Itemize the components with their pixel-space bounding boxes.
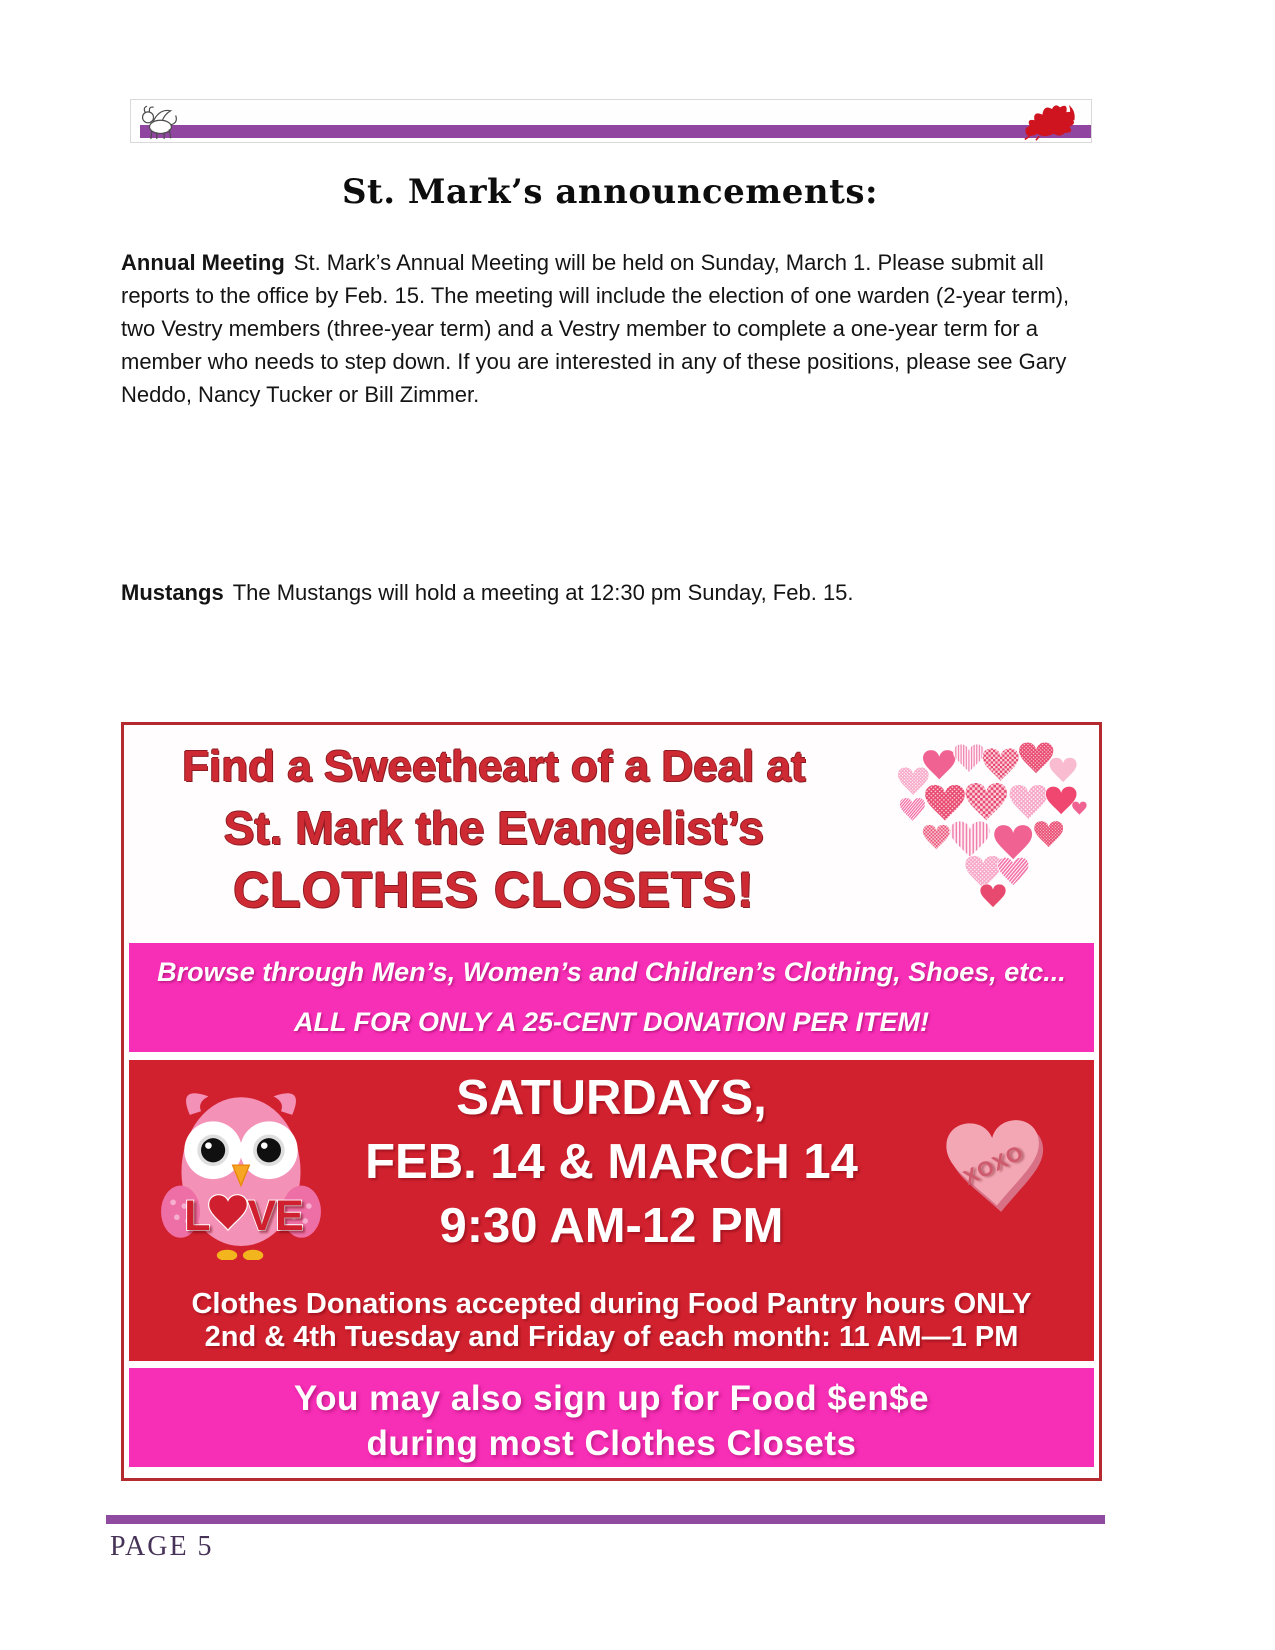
winged-lion-icon [136,102,182,140]
browse-line: Browse through Men’s, Women’s and Children’s Clothing, Shoes, etc... [157,957,1066,987]
red-winged-lion-icon [1017,101,1079,141]
flyer-browse-band [129,943,1094,1052]
donation-notes [129,1288,1094,1354]
header-purple-rule [140,125,1091,138]
foodsense-line2: during most Clothes Closets [366,1424,857,1463]
flyer-title-line1: Find a Sweetheart of a Deal at [182,742,806,791]
schedule-line1: SATURDAYS, [456,1071,767,1125]
donation-note2: 2nd & 4th Tuesday and Friday of each month: 11 AM—1 PM [204,1321,1019,1353]
xoxo-candy-heart-icon [941,1112,1052,1219]
flyer-title-section [124,725,1099,943]
owl-love-letters-ve: VE [247,1192,303,1241]
announcement-text: St. Mark’s Annual Meeting will be held on Sunday, March 1. Please submit all reports to the office by Feb. 15. The meeting will include the election of one warden (2-year term), two Vestry members (three-year term) and a Vestry member to complete a one-year term for a member who needs to step down. If you are interested in any of these positions, please see Gary Neddo, Nancy Tucker or Bill Zimmer. [121,250,1070,407]
donation-note1: Clothes Donations accepted during Food Pantry hours ONLY [191,1288,1032,1320]
flyer-schedule-band [129,1060,1094,1361]
clothes-closets-flyer [121,722,1102,1481]
announcement-mustangs [121,576,1093,609]
footer-purple-rule [106,1515,1105,1524]
flyer-title-line2: St. Mark the Evangelist’s [223,802,765,854]
flyer-foodsense-band [129,1368,1094,1467]
flyer-title-line3: CLOTHES CLOSETS! [233,862,755,918]
flyer-title [124,737,864,921]
owl-love-letter-l: L [184,1192,211,1241]
donation-line: ALL FOR ONLY A 25-CENT DONATION PER ITEM! [293,1007,929,1037]
announcement-label: Annual Meeting [121,250,285,275]
foodsense-line1: You may also sign up for Food $en$e [293,1379,930,1418]
patchwork-heart-icon [897,733,1089,933]
schedule-line2: FEB. 14 & MARCH 14 [365,1135,858,1189]
announcement-text: The Mustangs will hold a meeting at 12:30 pm Sunday, Feb. 15. [232,580,854,605]
love-owl-icon [157,1074,325,1260]
xoxo-label: XOXO [959,1141,1028,1190]
schedule-line3: 9:30 AM-12 PM [439,1199,784,1253]
page-title: St. Mark’s announcements: [341,172,879,212]
page-number-label: PAGE 5 [110,1531,214,1562]
page-header [130,99,1092,143]
announcement-label: Mustangs [121,580,224,605]
announcement-annual-meeting [121,246,1093,411]
